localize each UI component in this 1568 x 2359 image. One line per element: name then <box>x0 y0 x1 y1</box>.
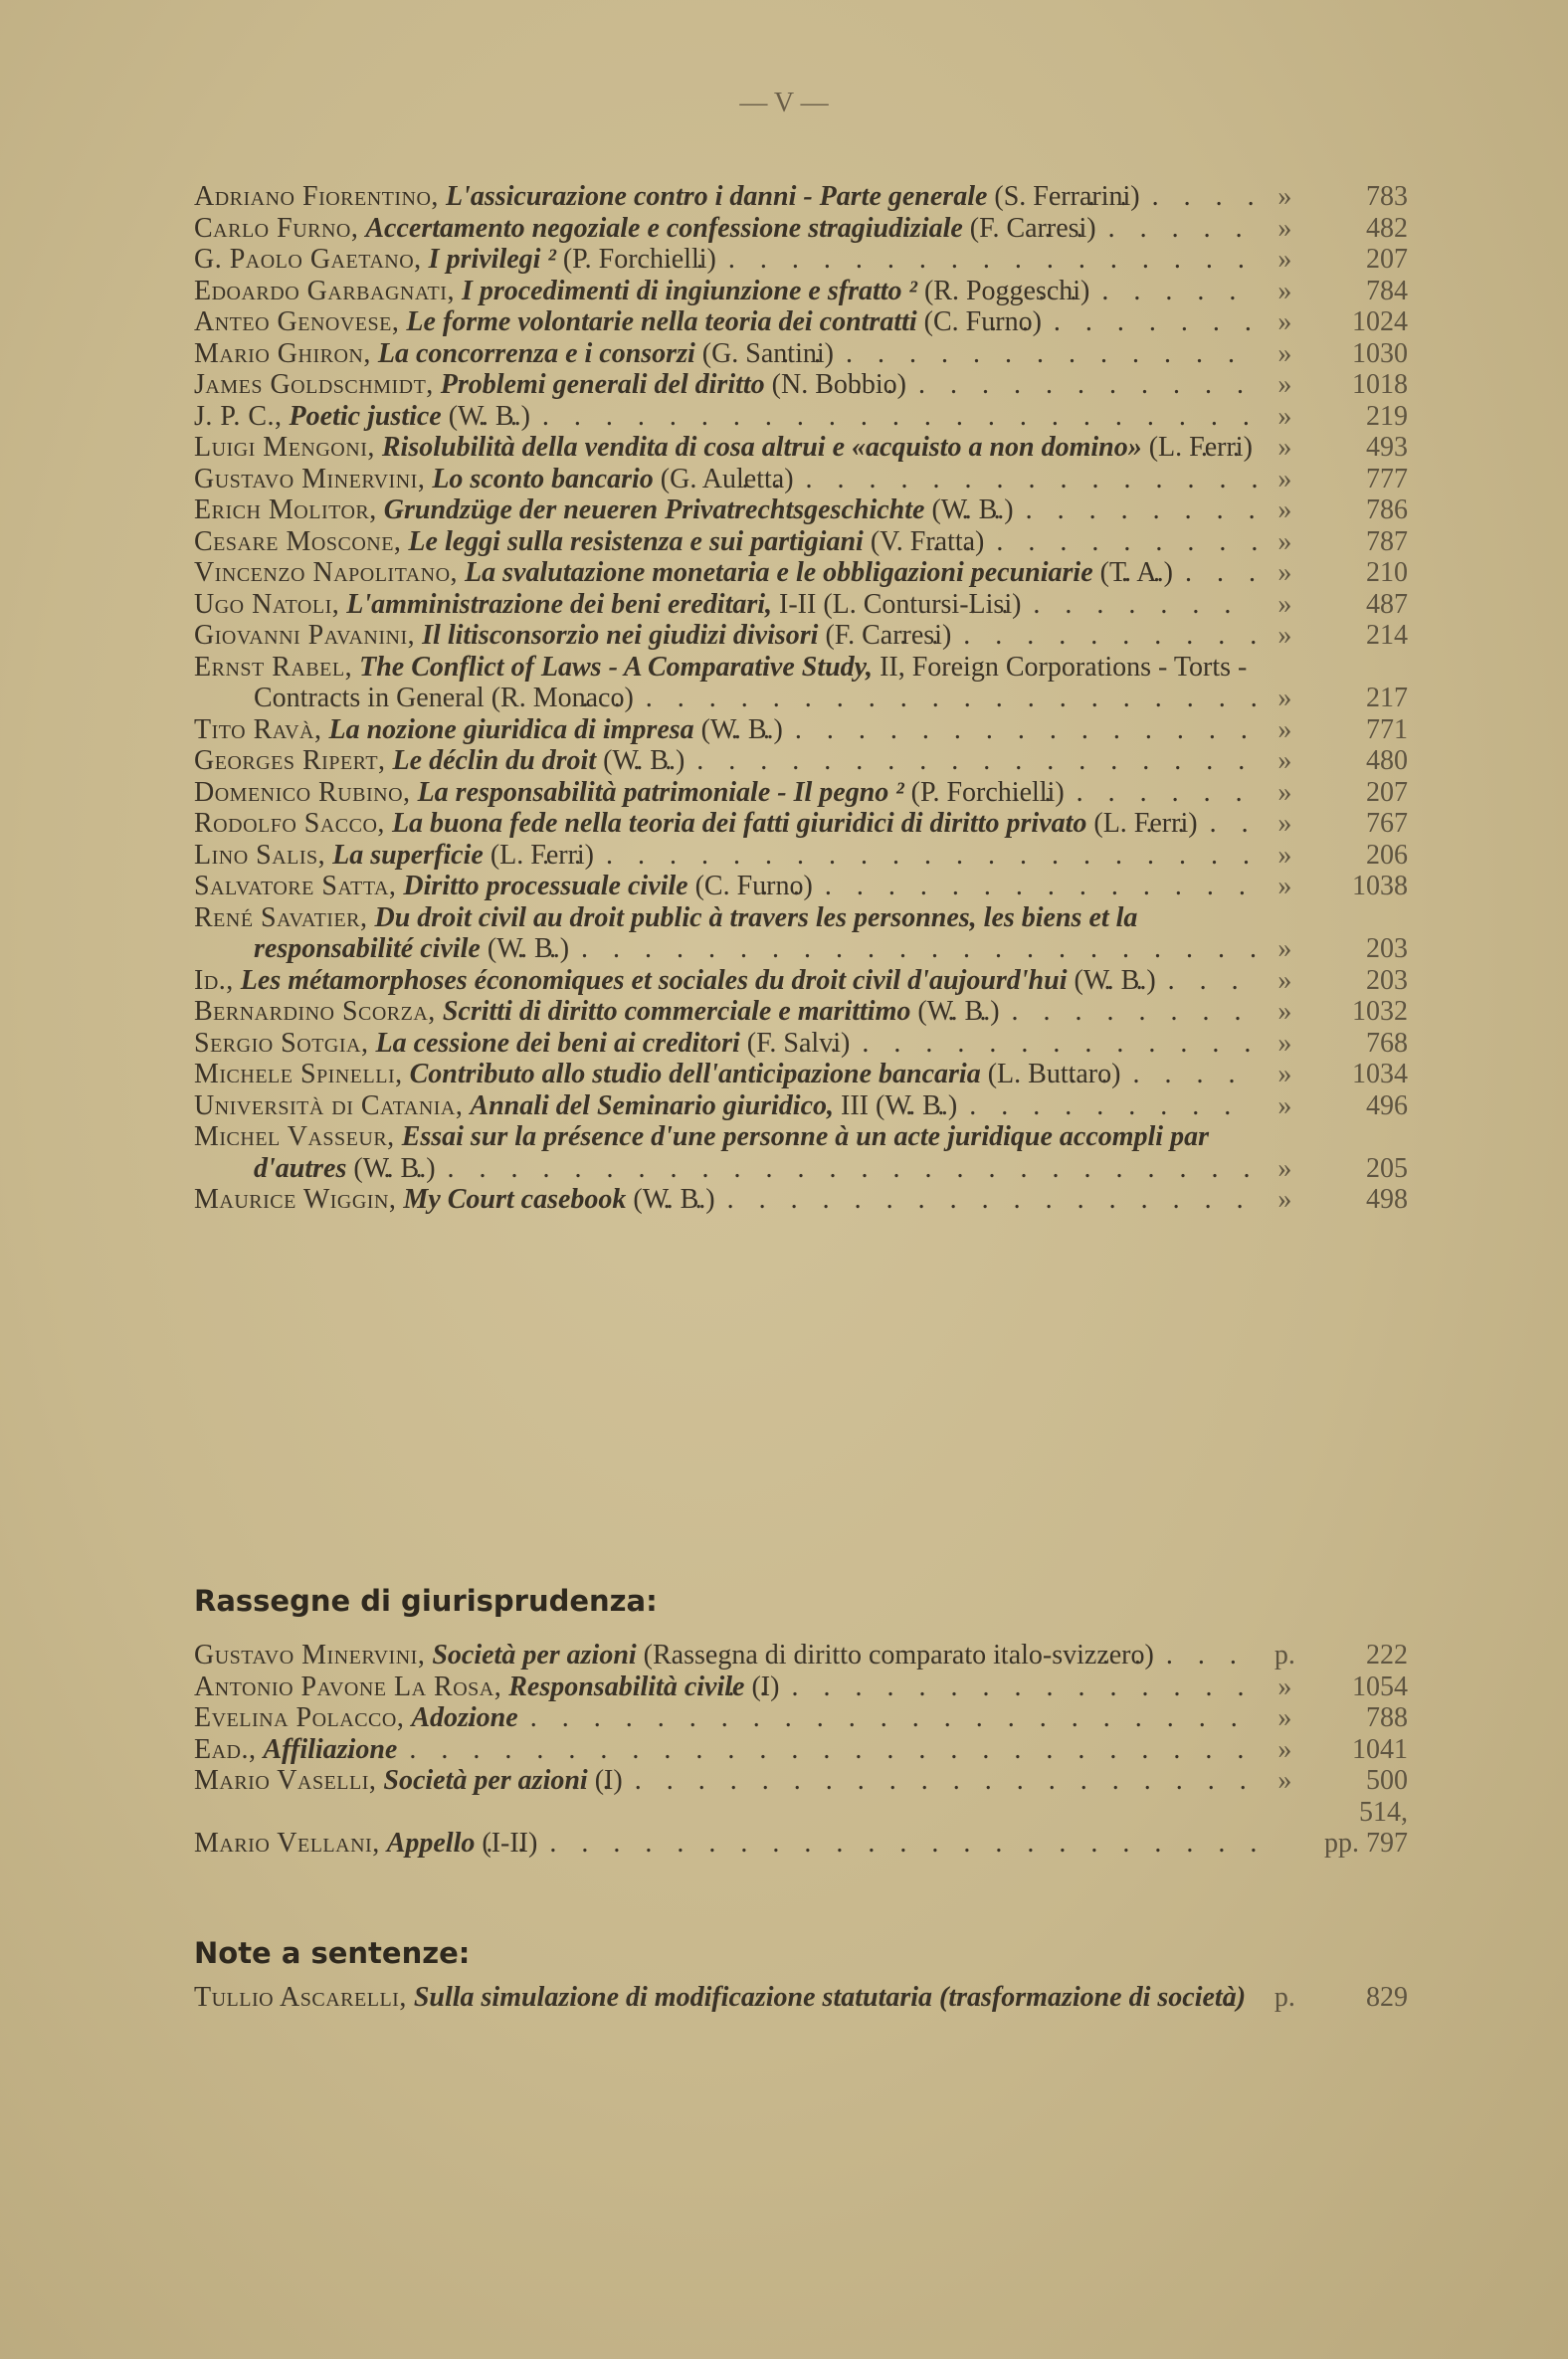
entry-reviewer: (P. Forchielli) <box>555 244 716 275</box>
entry-page: 493 <box>1366 432 1408 463</box>
entry-text <box>194 1734 1257 1766</box>
entry-body <box>194 1184 715 1215</box>
list-item <box>194 902 1408 965</box>
entry-text <box>194 494 1257 526</box>
entry-title: I privilegi ² <box>428 244 556 275</box>
entry-page: 214 <box>1366 620 1408 651</box>
list-item <box>194 432 1408 464</box>
entry-author: J. P. C., <box>194 400 283 432</box>
rassegne-list <box>194 1640 1408 1860</box>
entry-title: Grundzüge der neueren Privatrechtsgeschichte <box>383 494 925 525</box>
entry-title: Il litisconsorzio nei giudizi divisori <box>422 620 819 651</box>
entry-page: 783 <box>1366 181 1408 212</box>
entry-page: 219 <box>1366 400 1408 432</box>
entry-page: 1054 <box>1352 1671 1408 1702</box>
entry-title: Essai sur la présence d'une personne à un acte juridique accompli par d'autres <box>254 1121 1209 1184</box>
entry-reviewer: (I-II) <box>475 1828 538 1859</box>
list-item <box>194 526 1408 558</box>
entry-page-prefix: » <box>1277 1059 1292 1089</box>
entry-page-prefix: » <box>1277 1089 1292 1121</box>
entry-page: 480 <box>1366 745 1408 776</box>
entry-page: 500 <box>1366 1765 1408 1796</box>
entry-author: Adriano Fiorentino, <box>194 181 439 212</box>
section-heading-rassegne: Rassegne di giurisprudenza: <box>194 1584 658 1618</box>
entry-text <box>194 526 1257 558</box>
entry-author: Mario Vaselli, <box>194 1765 377 1796</box>
entry-body <box>194 401 530 432</box>
entry-author: Domenico Rubino, <box>194 776 411 808</box>
entry-body <box>194 1640 1154 1671</box>
entry-page: 829 <box>1366 1982 1408 2013</box>
list-item <box>194 557 1408 589</box>
entry-reviewer: (F. Salvi) <box>739 1027 851 1059</box>
entry-title: Adozione <box>411 1702 518 1733</box>
entry-text <box>194 1671 1257 1703</box>
entry-page-prefix: » <box>1277 1733 1292 1765</box>
entry-author: James Goldschmidt, <box>194 369 434 400</box>
entry-body <box>194 306 1042 337</box>
entry-reviewer: (F. Carresi) <box>962 212 1096 244</box>
entry-page-prefix: » <box>1277 400 1292 432</box>
list-item <box>194 589 1408 621</box>
entry-reviewer: (L. Buttaro) <box>980 1059 1121 1089</box>
list-item <box>194 494 1408 526</box>
entry-title: Annali del Seminario giuridico, <box>470 1089 835 1121</box>
entry-page: 777 <box>1366 463 1408 494</box>
entry-author: Lino Salis, <box>194 839 326 871</box>
entry-text <box>194 1702 1257 1734</box>
entry-page-prefix: » <box>1277 996 1292 1027</box>
entry-reviewer: (C. Furno) <box>687 871 813 901</box>
list-item <box>194 745 1408 777</box>
entry-body <box>194 589 1021 620</box>
entry-title: Affiliazione <box>263 1733 398 1765</box>
list-item <box>194 1797 1408 1860</box>
entry-text <box>194 306 1257 338</box>
entry-reviewer: (R. Poggeschi) <box>916 275 1090 306</box>
list-item <box>194 464 1408 495</box>
entry-text <box>194 401 1257 433</box>
entry-reviewer: (W. B.) <box>441 400 530 432</box>
list-item <box>194 369 1408 401</box>
list-item <box>194 1671 1408 1703</box>
entry-text <box>194 1765 1257 1797</box>
entry-text <box>194 620 1257 652</box>
entry-title: La responsabilità patrimoniale - Il pegno ² <box>417 776 904 808</box>
entry-body <box>194 276 1089 306</box>
entry-body <box>194 808 1198 839</box>
entry-author: Mario Vellani, <box>194 1828 380 1859</box>
entry-author: Gustavo Minervini, <box>194 463 426 494</box>
entry-page-prefix: » <box>1277 1671 1292 1702</box>
list-item <box>194 213 1408 245</box>
entry-page: 207 <box>1366 244 1408 275</box>
entry-text <box>194 777 1257 809</box>
entry-page-prefix: » <box>1277 713 1292 745</box>
entry-body <box>194 1734 397 1765</box>
entry-page-prefix: » <box>1277 181 1292 212</box>
entry-author: Ernst Rabel, <box>194 651 353 683</box>
entry-text <box>194 745 1257 777</box>
entry-reviewer: (W. B.) <box>693 713 783 745</box>
entry-page-prefix: » <box>1277 306 1292 337</box>
entry-author: Giovanni Pavanini, <box>194 620 416 651</box>
entry-page-prefix: » <box>1277 463 1292 494</box>
entry-page: 1024 <box>1352 306 1408 337</box>
entry-page: 768 <box>1366 1027 1408 1059</box>
entry-author: Vincenzo Napolitano, <box>194 557 459 588</box>
entry-page: 222 <box>1366 1640 1408 1671</box>
list-item <box>194 338 1408 370</box>
entry-page-prefix: » <box>1277 808 1292 839</box>
entry-body <box>194 369 906 400</box>
entry-title: Scritti di diritto commerciale e marittimo <box>442 996 911 1027</box>
entry-page: 203 <box>1366 933 1408 964</box>
entry-reviewer: (W. B.) <box>626 1184 715 1215</box>
entry-page-prefix: » <box>1277 776 1292 808</box>
entry-page: 487 <box>1366 588 1408 620</box>
entry-title: Accertamento negoziale e confessione stragiudiziale <box>365 212 963 244</box>
entry-body <box>194 620 951 651</box>
entry-reviewer: I-II (L. Contursi-Lisi) <box>772 588 1022 620</box>
entry-author: Georges Ripert, <box>194 745 386 776</box>
entry-page: 210 <box>1366 557 1408 588</box>
entry-body <box>194 1121 1209 1184</box>
entry-reviewer: II, Foreign Corporations - Torts - Contracts in General (R. Monaco) <box>254 651 1248 713</box>
entry-body <box>194 1059 1120 1089</box>
entry-author: Luigi Mengoni, <box>194 432 375 463</box>
list-item <box>194 1090 1408 1122</box>
entry-title: Poetic justice <box>289 400 442 432</box>
entry-page-prefix: » <box>1277 1765 1292 1796</box>
list-item <box>194 1028 1408 1060</box>
entry-title: Le déclin du droit <box>392 745 597 776</box>
entry-text <box>194 338 1257 370</box>
entry-body <box>194 1982 1246 2013</box>
entry-text <box>194 181 1257 213</box>
entry-title: Du droit civil au droit public à travers les personnes, les biens et la responsabilité civile <box>254 901 1138 964</box>
entry-author: Cesare Moscone, <box>194 525 402 557</box>
entry-page-prefix: p. <box>1274 1640 1295 1671</box>
entry-page: 217 <box>1366 683 1408 713</box>
entry-body <box>194 432 1253 463</box>
list-item <box>194 1184 1408 1216</box>
list-item <box>194 1982 1408 2014</box>
entry-text <box>194 1640 1257 1671</box>
entry-page-prefix: » <box>1277 1702 1292 1733</box>
entry-reviewer: (S. Ferrarini) <box>987 181 1140 212</box>
entry-title: My Court casebook <box>403 1184 627 1215</box>
entry-author: Università di Catania, <box>194 1089 464 1121</box>
entry-title: Sulla simulazione di modificazione statutaria (trasformazione di società) <box>413 1982 1247 2013</box>
entry-text <box>194 652 1257 714</box>
entry-body <box>194 902 1137 965</box>
entry-author: Tito Ravà, <box>194 713 322 745</box>
entry-title: Lo sconto bancario <box>432 463 654 494</box>
reviews-list <box>194 181 1408 1216</box>
entry-reviewer: (W. B.) <box>1067 964 1156 996</box>
entry-body <box>194 996 1000 1027</box>
entry-text <box>194 589 1257 621</box>
list-item <box>194 777 1408 809</box>
entry-title: Contributo allo studio dell'anticipazione bancaria <box>409 1059 981 1089</box>
entry-page-prefix: » <box>1277 369 1292 400</box>
list-item <box>194 996 1408 1028</box>
entry-text <box>194 902 1257 965</box>
entry-page-prefix: » <box>1277 275 1292 306</box>
entry-author: Salvatore Satta, <box>194 871 397 901</box>
entry-text <box>194 1028 1257 1060</box>
entry-author: Anteo Genovese, <box>194 306 400 337</box>
entry-reviewer: (I) <box>744 1671 780 1702</box>
entry-reviewer: (T. A.) <box>1092 557 1173 588</box>
entry-body <box>194 557 1173 588</box>
entry-body <box>194 244 716 275</box>
entry-title: The Conflict of Laws - A Comparative Study, <box>359 651 874 683</box>
entry-author: René Savatier, <box>194 901 368 933</box>
list-item <box>194 1121 1408 1184</box>
entry-body <box>194 213 1096 244</box>
entry-title: Società per azioni <box>383 1765 588 1796</box>
entry-body <box>194 745 685 776</box>
entry-reviewer: (L. Ferri) <box>1141 432 1253 463</box>
list-item <box>194 1734 1408 1766</box>
entry-author: Maurice Wiggin, <box>194 1184 397 1215</box>
entry-page-prefix: » <box>1277 871 1292 901</box>
entry-reviewer: (W. B.) <box>480 933 570 964</box>
entry-page-prefix: » <box>1277 557 1292 588</box>
list-item <box>194 1059 1408 1090</box>
entry-page: 1038 <box>1352 871 1408 901</box>
list-item <box>194 181 1408 213</box>
entry-page: 767 <box>1366 808 1408 839</box>
entry-text <box>194 808 1257 840</box>
entry-body <box>194 1702 518 1733</box>
entry-page-prefix: » <box>1277 494 1292 525</box>
entry-body <box>194 840 594 871</box>
entry-page: 788 <box>1366 1702 1408 1733</box>
entry-title: Les métamorphoses économiques et sociales du droit civil d'aujourd'hui <box>240 964 1068 996</box>
entry-page-prefix: » <box>1277 933 1292 964</box>
entry-author: Erich Molitor, <box>194 494 377 525</box>
entry-reviewer: III (W. B.) <box>834 1089 958 1121</box>
entry-page-prefix: p. <box>1274 1982 1295 2013</box>
entry-title: Problemi generali del diritto <box>440 369 765 400</box>
entry-author: Evelina Polacco, <box>194 1702 405 1733</box>
entry-body <box>194 338 834 369</box>
entry-body <box>194 1828 537 1859</box>
entry-text <box>194 996 1257 1028</box>
list-item <box>194 1702 1408 1734</box>
entry-page-prefix: » <box>1277 432 1292 463</box>
entry-page-prefix: » <box>1277 1184 1292 1215</box>
entry-reviewer: (W. B.) <box>924 494 1014 525</box>
entry-page-prefix: » <box>1277 588 1292 620</box>
list-item <box>194 871 1408 902</box>
entry-title: Diritto processuale civile <box>403 871 688 901</box>
entry-author: G. Paolo Gaetano, <box>194 244 422 275</box>
entry-page: 1032 <box>1352 996 1408 1027</box>
entry-text <box>194 840 1257 872</box>
entry-page: 496 <box>1366 1089 1408 1121</box>
entry-title: Responsabilità civile <box>508 1671 745 1702</box>
list-item <box>194 244 1408 276</box>
entry-author: Tullio Ascarelli, <box>194 1982 407 2013</box>
entry-author: Bernardino Scorza, <box>194 996 436 1027</box>
entry-author: Mario Ghiron, <box>194 337 371 369</box>
entry-page-prefix: » <box>1277 745 1292 776</box>
entry-page: 206 <box>1366 839 1408 871</box>
entry-text <box>194 557 1257 589</box>
list-item <box>194 965 1408 997</box>
entry-body <box>194 1765 623 1796</box>
entry-page: 207 <box>1366 776 1408 808</box>
list-item <box>194 620 1408 652</box>
entry-text <box>194 213 1257 245</box>
entry-page: 784 <box>1366 275 1408 306</box>
entry-author: Ugo Natoli, <box>194 588 340 620</box>
list-item <box>194 306 1408 338</box>
entry-reviewer: (W. B.) <box>910 996 1000 1027</box>
entry-reviewer: (G. Auletta) <box>653 463 794 494</box>
entry-author: Sergio Sotgia, <box>194 1027 369 1059</box>
entry-author: Rodolfo Sacco, <box>194 808 385 839</box>
entry-page-prefix: pp. <box>1324 1828 1359 1859</box>
list-item <box>194 401 1408 433</box>
entry-page: 203 <box>1366 964 1408 996</box>
entry-author: Gustavo Minervini, <box>194 1640 426 1671</box>
entry-reviewer: (L. Ferri) <box>483 839 594 871</box>
entry-title: Le leggi sulla resistenza e sui partigiani <box>408 525 864 557</box>
list-item <box>194 1640 1408 1671</box>
section-heading-note: Note a sentenze: <box>194 1936 471 1970</box>
entry-title: La concorrenza e i consorzi <box>377 337 695 369</box>
note-list <box>194 1982 1408 2014</box>
entry-text <box>194 1184 1257 1216</box>
list-item <box>194 840 1408 872</box>
entry-text <box>194 714 1257 746</box>
page-number: — V — <box>739 88 829 118</box>
list-item <box>194 808 1408 840</box>
entry-title: La buona fede nella teoria dei fatti giuridici di diritto privato <box>391 808 1087 839</box>
entry-reviewer: (L. Ferri) <box>1086 808 1198 839</box>
entry-text <box>194 276 1257 307</box>
entry-author: Carlo Furno, <box>194 212 359 244</box>
entry-page: 1034 <box>1352 1059 1408 1089</box>
entry-body <box>194 965 1156 996</box>
entry-page-prefix: » <box>1277 683 1292 713</box>
entry-text <box>194 1982 1257 2014</box>
entry-body <box>194 714 783 745</box>
entry-reviewer: (F. Carresi) <box>818 620 952 651</box>
entry-text <box>194 244 1257 276</box>
entry-author: Ead., <box>194 1733 257 1765</box>
entry-title: La superficie <box>332 839 484 871</box>
entry-page-prefix: » <box>1277 337 1292 369</box>
entry-title: Società per azioni <box>432 1640 637 1671</box>
entry-author: Id., <box>194 964 234 996</box>
entry-body <box>194 494 1014 525</box>
list-item <box>194 1765 1408 1797</box>
entry-text <box>194 464 1257 495</box>
entry-reviewer: (N. Bobbio) <box>764 369 906 400</box>
entry-title: La svalutazione monetaria e le obbligazioni pecuniarie <box>465 557 1093 588</box>
entry-body <box>194 1028 850 1059</box>
entry-body <box>194 464 794 494</box>
entry-page: 771 <box>1366 713 1408 745</box>
list-item <box>194 276 1408 307</box>
entry-title: L'amministrazione dei beni ereditari, <box>346 588 773 620</box>
entry-page-prefix: » <box>1277 620 1292 651</box>
entry-page-prefix: » <box>1277 964 1292 996</box>
entry-text <box>194 369 1257 401</box>
entry-page-prefix: » <box>1277 839 1292 871</box>
entry-title: Appello <box>386 1828 476 1859</box>
entry-reviewer: (C. Furno) <box>916 306 1042 337</box>
entry-title: Le forme volontarie nella teoria dei contratti <box>406 306 917 337</box>
entry-page: 482 <box>1366 212 1408 244</box>
entry-author: Edoardo Garbagnati, <box>194 275 455 306</box>
entry-page-prefix: » <box>1277 525 1292 557</box>
entry-page: 1018 <box>1352 369 1408 400</box>
entry-page: 786 <box>1366 494 1408 525</box>
entry-author: Michel Vasseur, <box>194 1121 395 1152</box>
entry-author: Antonio Pavone La Rosa, <box>194 1671 502 1702</box>
entry-text <box>194 871 1257 902</box>
entry-reviewer: (W. B.) <box>596 745 686 776</box>
entry-title: La nozione giuridica di impresa <box>328 713 694 745</box>
entry-body <box>194 1090 957 1121</box>
entry-page: 1030 <box>1352 337 1408 369</box>
entry-body <box>194 1671 779 1702</box>
entry-text <box>194 1059 1257 1090</box>
entry-reviewer: (V. Fratta) <box>863 525 985 557</box>
entry-body <box>194 181 1140 212</box>
entry-body <box>194 652 1247 714</box>
entry-page: 205 <box>1366 1152 1408 1184</box>
entry-page-prefix: » <box>1277 244 1292 275</box>
entry-reviewer: (G. Santini) <box>694 337 834 369</box>
entry-reviewer: (W. B.) <box>346 1152 436 1184</box>
entry-text <box>194 432 1257 464</box>
entry-text <box>194 1828 1256 1860</box>
entry-text <box>194 1121 1257 1184</box>
entry-page: 1041 <box>1352 1733 1408 1765</box>
entry-body <box>194 871 813 901</box>
entry-reviewer: (I) <box>587 1765 623 1796</box>
entry-page: 514, 797 <box>1359 1796 1408 1859</box>
entry-text <box>194 965 1257 997</box>
entry-title: I procedimenti di ingiunzione e sfratto ² <box>461 275 917 306</box>
entry-body <box>194 526 984 557</box>
list-item <box>194 652 1408 714</box>
entry-body <box>194 777 1065 808</box>
entry-reviewer: (P. Forchielli) <box>903 776 1065 808</box>
entry-text <box>194 1090 1257 1122</box>
entry-reviewer: (Rassegna di diritto comparato italo-svizzero) <box>636 1640 1154 1671</box>
entry-author: Michele Spinelli, <box>194 1059 403 1089</box>
entry-title: Risolubilità della vendita di cosa altrui e «acquisto a non domino» <box>381 432 1142 463</box>
entry-page-prefix: » <box>1277 1152 1292 1184</box>
entry-page-prefix: » <box>1277 1027 1292 1059</box>
entry-title: L'assicurazione contro i danni - Parte generale <box>445 181 988 212</box>
entry-page: 787 <box>1366 525 1408 557</box>
entry-page-prefix: » <box>1277 212 1292 244</box>
entry-page: 498 <box>1366 1184 1408 1215</box>
list-item <box>194 714 1408 746</box>
entry-title: La cessione dei beni ai creditori <box>375 1027 740 1059</box>
